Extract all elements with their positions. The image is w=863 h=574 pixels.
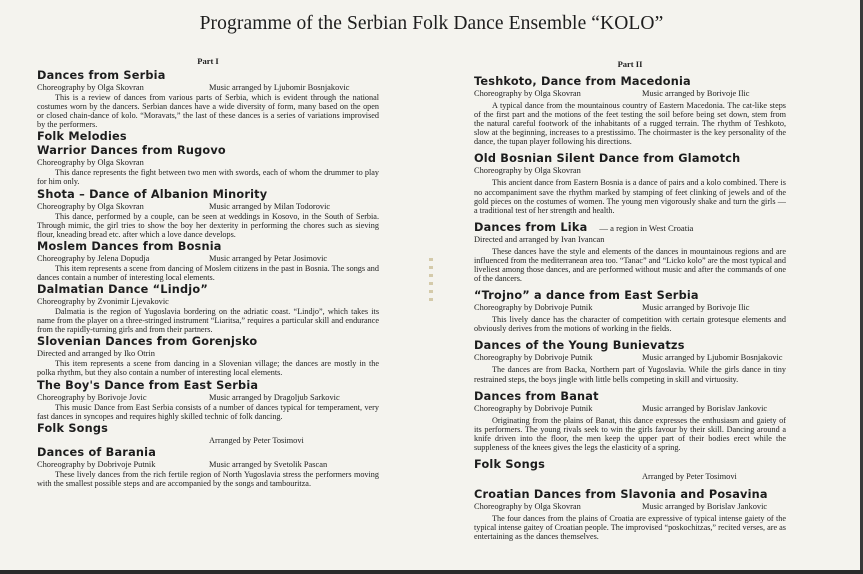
choreography-credit: Choreography by Olga Skovran [37, 83, 144, 92]
choreography-credit: Choreography by Dobrivoje Putnik [37, 459, 156, 469]
dance-title-text: Croatian Dances from Slavonia and Posavina [474, 487, 768, 501]
choreography-credit [474, 472, 642, 482]
music-credit: Music arranged by Ljubomir Bosnjakovic [642, 353, 783, 363]
dance-title-text: Dances of Barania [37, 445, 157, 459]
choreography-credit: Directed and arranged by Iko Otrin [37, 349, 155, 359]
dance-title [37, 240, 379, 254]
choreography-credit: Choreography by Zvonimir Ljevakovic [37, 297, 169, 307]
credits-line [474, 89, 786, 99]
dance-entry [474, 458, 786, 482]
part-two-label: Part II [617, 59, 643, 69]
dance-title-text: Moslem Dances from Bosnia [37, 239, 222, 253]
dance-description: The dances are from Backa, Northern part of Yugoslavia. While the girls dance in tiny restrained steps, the boys jingle with little bells competing in skill and virtuosity. [474, 365, 786, 384]
choreography-credit: Choreography by Olga Skovran [37, 158, 144, 168]
dance-title [474, 458, 786, 472]
dance-description: Originating from the plains of Banat, this dance expresses the enthusiasm and gaiety of its performers. The young rivals seek to win the girls favour by their skill. Dancing around a knife driven into the floor, the men keep the upper part of their bodies erect while the suppleness of the knees gives the legs the elasticity of a spring. [474, 415, 786, 452]
choreography-credit: Directed and arranged by Ivan Ivancan [474, 234, 605, 244]
dance-title [474, 488, 786, 502]
dance-entry [474, 488, 786, 541]
dance-description: This dance represents the fight between two men with swords, each of whom the drummer to play for him only. [37, 168, 379, 187]
choreography-credit: Choreography by Jelena Dopudja [37, 253, 150, 263]
dance-title [37, 69, 379, 83]
credits-line [474, 404, 786, 414]
choreography-credit: Choreography by Dobrivoje Putnik [474, 403, 593, 413]
part-one-list [37, 69, 379, 488]
dance-title [37, 422, 379, 436]
credits-line [37, 202, 379, 212]
dance-title [474, 289, 786, 303]
credits-line [474, 353, 786, 363]
dance-title-text: The Boy's Dance from East Serbia [37, 378, 259, 392]
choreography-credit: Choreography by Olga Skovran [474, 166, 581, 176]
dance-title-text: Folk Songs [474, 457, 546, 471]
dance-description: This item represents a scene from dancing of Moslem citizens in the past in Bosnia. The songs and dances contain a number of interesting local elements. [37, 263, 379, 282]
dance-entry [474, 390, 786, 452]
dance-title-text: Dances of the Young Bunievatzs [474, 339, 685, 353]
credits-line [37, 436, 379, 446]
dance-description: These dances have the style and elements of the dances in mountainous regions and are influenced from the mediterranean area too. “Tanac” and “Licko kolo” are the most typical and liveliest among those dances, and are performed without music and after the commands of one of the dancers. [474, 246, 786, 284]
dance-description: A typical dance from the mountainous country of Eastern Macedonia. The cat-like steps of the first part and the motions of the feet testing the soil before being set down, stem from the natural careful footwork of the inhabitants of a rugged terrain. The rhythm of Teshkoto, slow at the beginning, increases to a prestissimo. The choirmaster is the key personality of the dance, the tupan player following his directions. [474, 101, 786, 147]
dance-entry [37, 130, 379, 144]
music-credit: Music arranged by Petar Josimovic [209, 253, 328, 263]
dance-title-text: Old Bosnian Silent Dance from Glamotch [474, 152, 741, 166]
credits-line [37, 297, 379, 307]
credits-line [474, 303, 786, 313]
dance-description: This item represents a scene from dancing in a Slovenian village; the dances are mostly in the polka rhythm, but they also contain a number of interesting local elements. [37, 359, 379, 378]
music-credit: Music arranged by Svetolik Pascan [209, 459, 328, 469]
choreography-credit: Choreography by Olga Skovran [37, 201, 144, 211]
choreography-credit: Choreography by Olga Skovran [474, 501, 581, 511]
dance-title-text: “Trojno” a dance from East Serbia [474, 289, 699, 303]
dance-title [474, 221, 786, 235]
music-credit: Music arranged by Ljubomir Bosnjakovic [209, 83, 350, 92]
credits-line [474, 502, 786, 512]
music-credit: Music arranged by Dragoljub Sarkovic [209, 392, 340, 402]
dance-entry [474, 221, 786, 283]
dance-title [37, 379, 379, 393]
dance-title-text: Warrior Dances from Rugovo [37, 144, 226, 158]
dance-entry [37, 188, 379, 239]
credits-line [37, 349, 379, 359]
page-title: Programme of the Serbian Folk Dance Ensemble “KOLO” [199, 13, 664, 34]
dance-entry [37, 422, 379, 446]
dance-title-note: — a region in West Croatia [599, 222, 694, 233]
choreography-credit: Choreography by Borivoje Jovic [37, 392, 147, 402]
dance-description: This is a review of dances from various parts of Serbia, which is evident through the national costumes worn by the dancers. Serbian dances have a wide diversity of form, many based on the open or closed chain-dance of kolo. “Moravats,” the last of these dances is a series of variations improvised by the performers. [37, 93, 379, 130]
dance-description: Dalmatia is the region of Yugoslavia bordering on the adriatic coast. “Lindjo”, which takes its name from the player on a three-stringed instrument “Liaritsa,” requires a particular skill and endurance from the rapidly-turning girls and from their partners. [37, 307, 379, 335]
part-two-column [474, 59, 786, 542]
page-fold [429, 258, 433, 306]
dance-title-text: Slovenian Dances from Gorenjsko [37, 335, 258, 349]
dance-title [37, 283, 379, 297]
dance-entry [474, 289, 786, 333]
credits-line [474, 235, 786, 245]
music-credit: Music arranged by Borivoje Ilic [642, 89, 750, 98]
dance-title-text: Dances from Banat [474, 389, 599, 403]
dance-title [474, 390, 786, 404]
dance-entry [37, 240, 379, 282]
dance-title [37, 130, 379, 144]
dance-title-text: Dalmatian Dance “Lindjo” [37, 283, 208, 297]
dance-title [37, 188, 379, 202]
credits-line [474, 166, 786, 176]
dance-description: These lively dances from the rich fertile region of North Yugoslavia stress the performers moving with the smallest possible steps and are accompanied by the songs and tambouritza. [37, 469, 379, 488]
dance-title-text: Teshkoto, Dance from Macedonia [474, 75, 691, 88]
dance-entry [37, 144, 379, 186]
dance-title-text: Shota – Dance of Albanion Minority [37, 187, 268, 201]
dance-entry [474, 152, 786, 214]
dance-title [37, 144, 379, 158]
choreography-credit: Choreography by Olga Skovran [474, 89, 581, 98]
choreography-credit: Choreography by Dobrivoje Putnik [474, 303, 593, 313]
credits-line [37, 83, 379, 93]
dance-entry [37, 446, 379, 488]
dance-title [37, 335, 379, 349]
credits-line [37, 460, 379, 470]
dance-title [474, 152, 786, 166]
dance-title-text: Folk Melodies [37, 130, 127, 144]
dance-title [37, 446, 379, 460]
part-two-list [474, 75, 786, 541]
music-credit: Arranged by Peter Tosimovi [209, 435, 304, 445]
choreography-credit: Choreography by Dobrivoje Putnik [474, 353, 593, 363]
dance-title [474, 75, 786, 89]
dance-title-text: Dances from Serbia [37, 69, 166, 82]
dance-description: This ancient dance from Eastern Bosnia is a dance of pairs and a kolo combined. There is no accompaniment save the rhythm marked by stamping of feet clinking of jewels and of the gold pieces on the costumes of women. The young men vigorously shake and turn the girls — a traditional test of her strength and health. [474, 178, 786, 215]
dance-entry [474, 339, 786, 383]
credits-line [37, 158, 379, 168]
dance-entry [37, 69, 379, 129]
part-one-label: Part I [197, 56, 219, 66]
credits-line [37, 254, 379, 264]
dance-description: This dance, performed by a couple, can be seen at weddings in Kosovo, in the South of Serbia. Through mimic, the girl tries to show the boy her dexterity in performing the chores such as sieving flour, kneading bread etc. after which a love dance develops. [37, 211, 379, 239]
credits-line [474, 472, 786, 482]
credits-line [37, 393, 379, 403]
dance-title-text: Dances from Lika [474, 220, 588, 234]
dance-title-text: Folk Songs [37, 421, 109, 435]
part-one-column [37, 56, 379, 489]
dance-description: This music Dance from East Serbia consists of a number of dances typical for temperament, very fast dances in syncopes and requires highly skilled technic of folk dancing. [37, 402, 379, 421]
dance-description: The four dances from the plains of Croatia are expressive of typical intense gaiety of the typical intense gaitey of Croatian people. The improvised “poskochitzas,” recited verses, are as entertaining as the dances themselves. [474, 513, 786, 542]
choreography-credit [37, 436, 209, 446]
dance-description: This lively dance has the character of competition with certain grotesque elements and obviously derives from the motions of working in the fields. [474, 315, 786, 334]
music-credit: Music arranged by Milan Todorovic [209, 201, 331, 211]
dance-entry [37, 335, 379, 377]
dance-entry [37, 379, 379, 421]
dance-title [474, 339, 786, 353]
dance-entry [37, 283, 379, 334]
music-credit: Music arranged by Borivoje Ilic [642, 303, 750, 313]
page-edge-bottom [0, 570, 863, 574]
music-credit: Arranged by Peter Tosimovi [642, 471, 737, 481]
dance-entry [474, 75, 786, 146]
music-credit: Music arranged by Borislav Jankovic [642, 403, 768, 413]
music-credit: Music arranged by Borislav Jankovic [642, 501, 768, 511]
